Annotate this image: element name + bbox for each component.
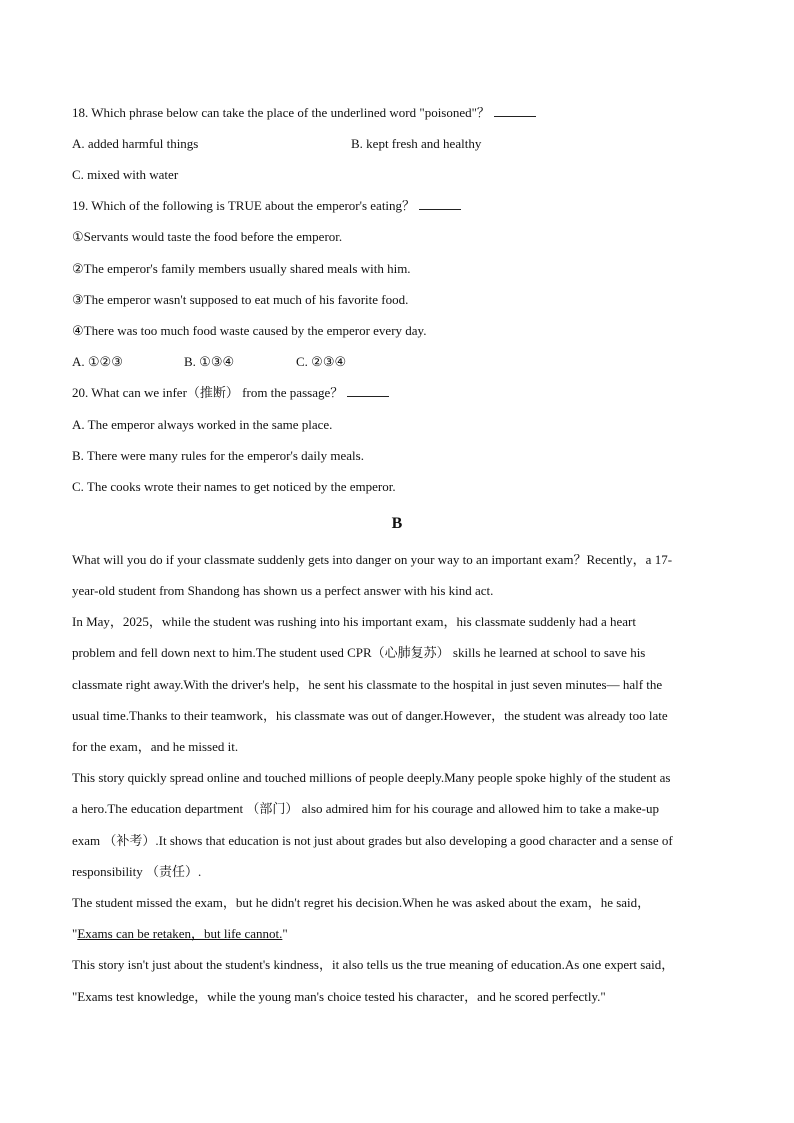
passage-line: exam （补考）.It shows that education is not just about grades but also developing a good character and a sense of xyxy=(72,833,673,848)
question-20-stem xyxy=(72,385,389,401)
option-19-c: C. ②③④ xyxy=(296,354,347,369)
passage-line: This story quickly spread online and touched millions of people deeply.Many people spoke highly of the student as xyxy=(72,770,671,785)
passage-line: a hero.The education department （部门） also admired him for his courage and allowed him to take a make-up xyxy=(72,801,659,816)
section-b-heading: B xyxy=(391,515,403,532)
passage-line: responsibility （责任）. xyxy=(72,864,202,879)
option-18-a: A. added harmful things xyxy=(72,136,199,151)
answer-blank-20[interactable] xyxy=(347,385,389,397)
answer-blank-18[interactable] xyxy=(494,105,536,117)
option-20-a: A. The emperor always worked in the same place. xyxy=(72,417,333,432)
option-19-b: B. ①③④ xyxy=(184,354,235,369)
quote-close-mark: " xyxy=(282,926,288,941)
passage-line: "Exams test knowledge，while the young man's choice tested his character，and he scored perfectly." xyxy=(72,989,606,1004)
question-18-text: 18. Which phrase below can take the place of the underlined word "poisoned"？ xyxy=(72,105,490,120)
option-20-b: B. There were many rules for the emperor's daily meals. xyxy=(72,448,364,463)
quote-line xyxy=(72,926,288,942)
passage-line: for the exam，and he missed it. xyxy=(72,739,239,754)
option-18-b-wrap xyxy=(351,136,481,152)
passage-line: usual time.Thanks to their teamwork，his classmate was out of danger.However，the student was already too late xyxy=(72,708,668,723)
question-19-text: 19. Which of the following is TRUE about the emperor's eating？ xyxy=(72,198,416,213)
option-18-c: C. mixed with water xyxy=(72,167,179,182)
question-19-options xyxy=(72,354,346,370)
quote-open-mark: " xyxy=(72,926,78,941)
option-18-c-wrap xyxy=(72,167,178,183)
passage-line: The student missed the exam，but he didn't regret his decision.When he was asked about the exam，he said， xyxy=(72,895,651,910)
question-18-stem xyxy=(72,105,536,121)
option-19-a: A. ①②③ xyxy=(72,354,123,369)
question-20-text: 20. What can we infer（推断） from the passage？ xyxy=(72,385,344,400)
question-18-options-row-1 xyxy=(72,136,198,152)
passage-line: This story isn't just about the student's kindness，it also tells us the true meaning of education.As one expert said， xyxy=(72,957,675,972)
underlined-quote: Exams can be retaken，but life cannot. xyxy=(77,926,283,941)
passage-line: year-old student from Shandong has shown us a perfect answer with his kind act. xyxy=(72,583,494,598)
passage-line: What will you do if your classmate suddenly gets into danger on your way to an important exam？Recently，a 17- xyxy=(72,552,673,567)
option-18-b: B. kept fresh and healthy xyxy=(351,136,482,151)
passage-line: problem and fell down next to him.The student used CPR（心肺复苏） skills he learned at school to save his xyxy=(72,645,646,660)
statement-19-1: ①Servants would taste the food before the emperor. xyxy=(72,229,343,244)
statement-19-2: ②The emperor's family members usually shared meals with him. xyxy=(72,261,411,276)
statement-19-4: ④There was too much food waste caused by the emperor every day. xyxy=(72,323,427,338)
passage-line: classmate right away.With the driver's help，he sent his classmate to the hospital in just seven minutes— half the xyxy=(72,677,663,692)
answer-blank-19[interactable] xyxy=(419,198,461,210)
statement-19-3: ③The emperor wasn't supposed to eat much of his favorite food. xyxy=(72,292,409,307)
question-19-stem xyxy=(72,198,461,214)
option-20-c: C. The cooks wrote their names to get noticed by the emperor. xyxy=(72,479,396,494)
passage-line: In May，2025，while the student was rushing into his important exam，his classmate suddenly had a heart xyxy=(72,614,636,629)
